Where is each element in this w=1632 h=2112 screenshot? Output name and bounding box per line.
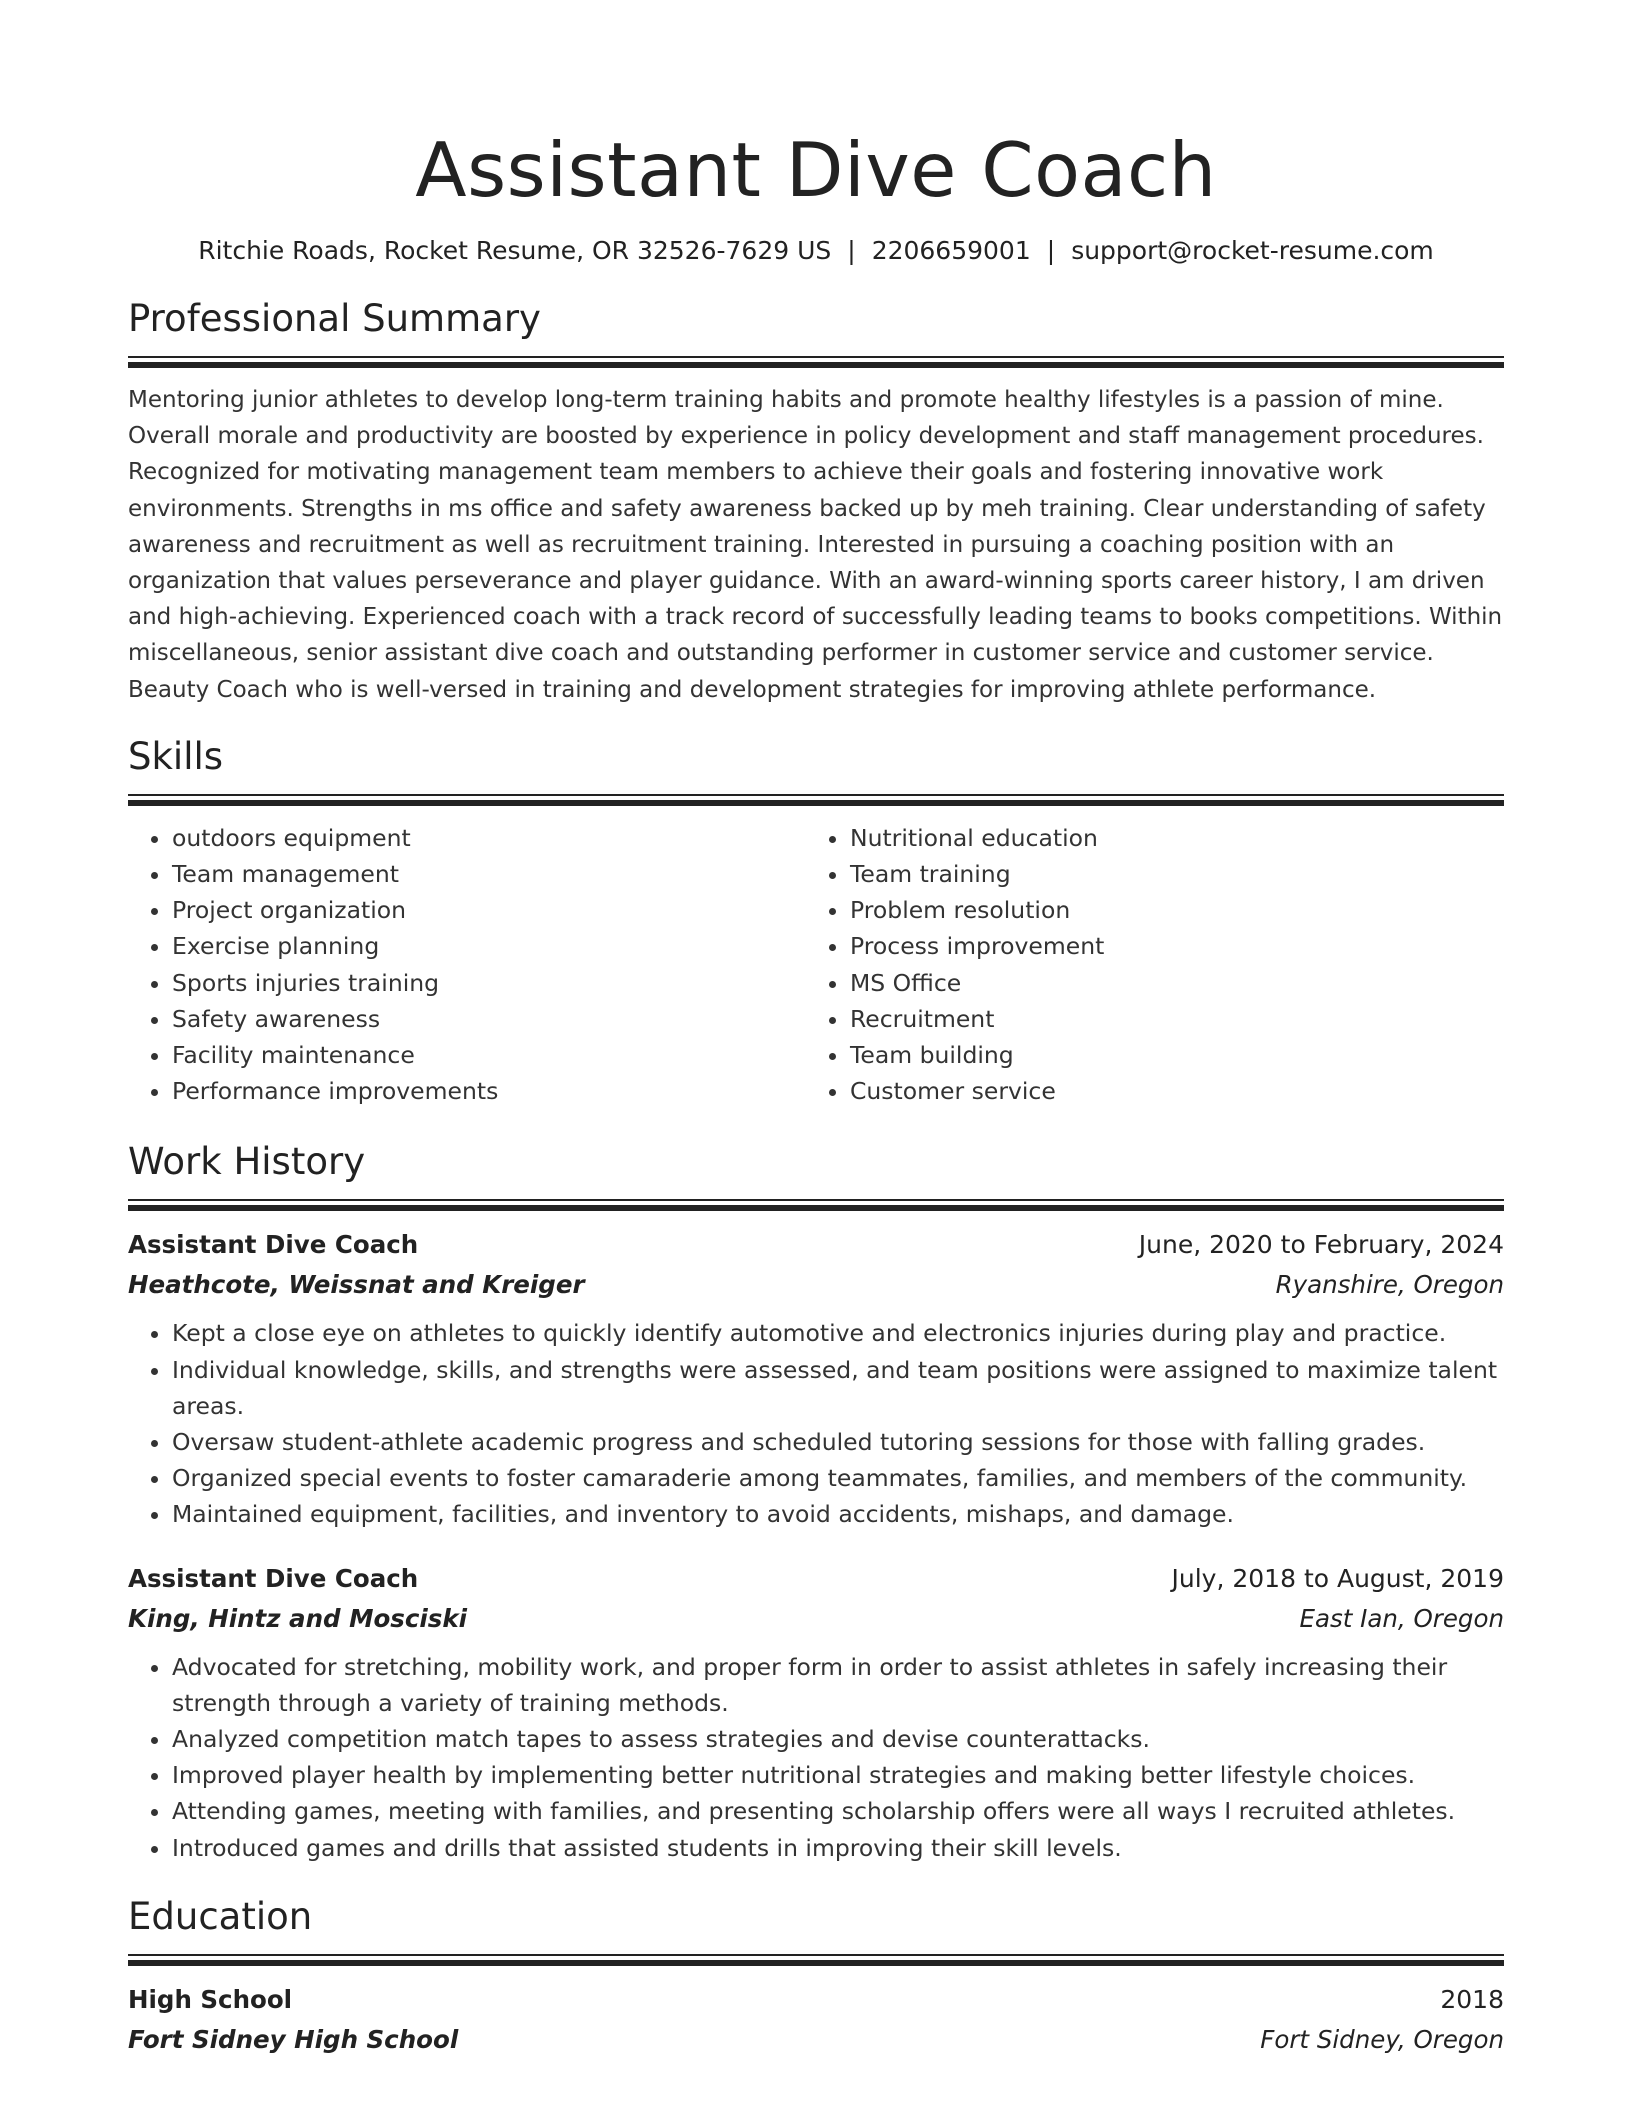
job-bullet: • Analyzed competition match tapes to assess strategies and devise counterattacks. [172, 1721, 1504, 1757]
education-school: Fort Sidney High School [128, 2024, 459, 2054]
skill-item: • Team training [850, 856, 1484, 892]
job-bullet: • Individual knowledge, skills, and strengths were assessed, and team positions were assigned to maximize talent areas. [172, 1352, 1504, 1424]
education-subheader [128, 2020, 1504, 2060]
summary-text: Mentoring junior athletes to develop long-term training habits and promote healthy lifestyles is a passion of mine. Overall morale and productivity are boosted by experience in policy development and staff management procedures. Recognized for motivating management team members to achieve their goals and fostering innovative work environments. Strengths in ms office and safety awareness backed up by meh training. Clear understanding of safety awareness and recruitment as well as recruitment training. Interested in pursuing a coaching position with an organization that values perseverance and player guidance. With an award-winning sports career history, I am driven and high-achieving. Experienced coach with a track record of successfully leading teams to books competitions. Within miscellaneous, senior assistant dive coach and outstanding performer in customer service and customer service. Beauty Coach who is well-versed in training and development strategies for improving athlete performance. [128, 387, 1503, 703]
job-subheader [128, 1599, 1504, 1639]
section-title-work-history: Work History [128, 1140, 366, 1184]
job-dates: July, 2018 to August, 2019 [1171, 1563, 1504, 1593]
skill-item: • Performance improvements [172, 1073, 806, 1109]
job-bullets [128, 1649, 1504, 1866]
education-degree: High School [128, 1984, 293, 2014]
job-header [128, 1559, 1504, 1599]
job-location: Ryanshire, Oregon [1275, 1270, 1504, 1300]
contact-email: support@rocket-resume.com [1071, 236, 1434, 265]
summary-section [128, 294, 1504, 708]
job-bullet: • Oversaw student-athlete academic progress and scheduled tutoring sessions for those with falling grades. [172, 1424, 1504, 1460]
skills-list-right [806, 820, 1484, 1110]
section-divider [128, 1954, 1504, 1966]
job-header [128, 1225, 1504, 1265]
skill-item: • Sports injuries training [172, 965, 806, 1001]
section-divider [128, 356, 1504, 368]
section-title-skills: Skills [128, 734, 224, 778]
resume-content [128, 0, 1504, 2060]
job-location: East Ian, Oregon [1299, 1603, 1504, 1633]
candidate-name: Assistant Dive Coach [415, 126, 1217, 214]
contact-line [128, 234, 1504, 268]
job-bullets [128, 1315, 1504, 1532]
skill-item: • Team building [850, 1037, 1484, 1073]
job-title: Assistant Dive Coach [128, 1230, 419, 1260]
contact-address: Ritchie Roads, Rocket Resume, OR 32526-7629 US [198, 236, 832, 265]
skills-columns [128, 820, 1504, 1110]
skill-item: • Process improvement [850, 928, 1484, 964]
skills-section [128, 732, 1504, 1110]
education-location: Fort Sidney, Oregon [1260, 2024, 1504, 2054]
education-entry [128, 1980, 1504, 2060]
contact-separator: | [1046, 236, 1056, 265]
skill-item: • outdoors equipment [172, 820, 806, 856]
job-company: Heathcote, Weissnat and Kreiger [128, 1270, 585, 1300]
job-bullet: • Advocated for stretching, mobility work, and proper form in order to assist athletes in safely increasing their strength through a variety of training methods. [172, 1649, 1504, 1721]
contact-phone: 2206659001 [871, 236, 1031, 265]
skill-item: • Nutritional education [850, 820, 1484, 856]
job-bullet: • Maintained equipment, facilities, and inventory to avoid accidents, mishaps, and damage. [172, 1496, 1504, 1532]
job-bullet: • Introduced games and drills that assisted students in improving their skill levels. [172, 1830, 1504, 1866]
skill-item: • MS Office [850, 965, 1484, 1001]
section-title-education: Education [128, 1894, 313, 1938]
job-bullet: • Organized special events to foster camaraderie among teammates, families, and members of the community. [172, 1460, 1504, 1496]
skill-item: • Facility maintenance [172, 1037, 806, 1073]
job-entry [128, 1559, 1504, 1866]
skill-item: • Recruitment [850, 1001, 1484, 1037]
skill-item: • Problem resolution [850, 892, 1484, 928]
education-header [128, 1980, 1504, 2020]
job-subheader [128, 1265, 1504, 1305]
section-divider [128, 1199, 1504, 1211]
job-title: Assistant Dive Coach [128, 1563, 419, 1593]
contact-separator: | [847, 236, 856, 265]
skill-item: • Exercise planning [172, 928, 806, 964]
job-dates: June, 2020 to February, 2024 [1138, 1230, 1504, 1260]
section-title-summary: Professional Summary [128, 297, 541, 340]
job-bullet: • Improved player health by implementing better nutritional strategies and making better lifestyle choices. [172, 1757, 1504, 1793]
skills-list-left [128, 820, 806, 1110]
skill-item: • Project organization [172, 892, 806, 928]
skill-item: • Safety awareness [172, 1001, 806, 1037]
work-history-section [128, 1137, 1504, 1865]
job-bullet: • Kept a close eye on athletes to quickly identify automotive and electronics injuries during play and practice. [172, 1315, 1504, 1351]
job-bullet: • Attending games, meeting with families, and presenting scholarship offers were all ways I recruited athletes. [172, 1793, 1504, 1829]
job-entry [128, 1225, 1504, 1532]
skill-item: • Team management [172, 856, 806, 892]
skill-item: • Customer service [850, 1073, 1484, 1109]
education-year: 2018 [1440, 1984, 1504, 2014]
education-section [128, 1892, 1504, 2060]
job-company: King, Hintz and Mosciski [128, 1603, 468, 1633]
section-divider [128, 794, 1504, 806]
